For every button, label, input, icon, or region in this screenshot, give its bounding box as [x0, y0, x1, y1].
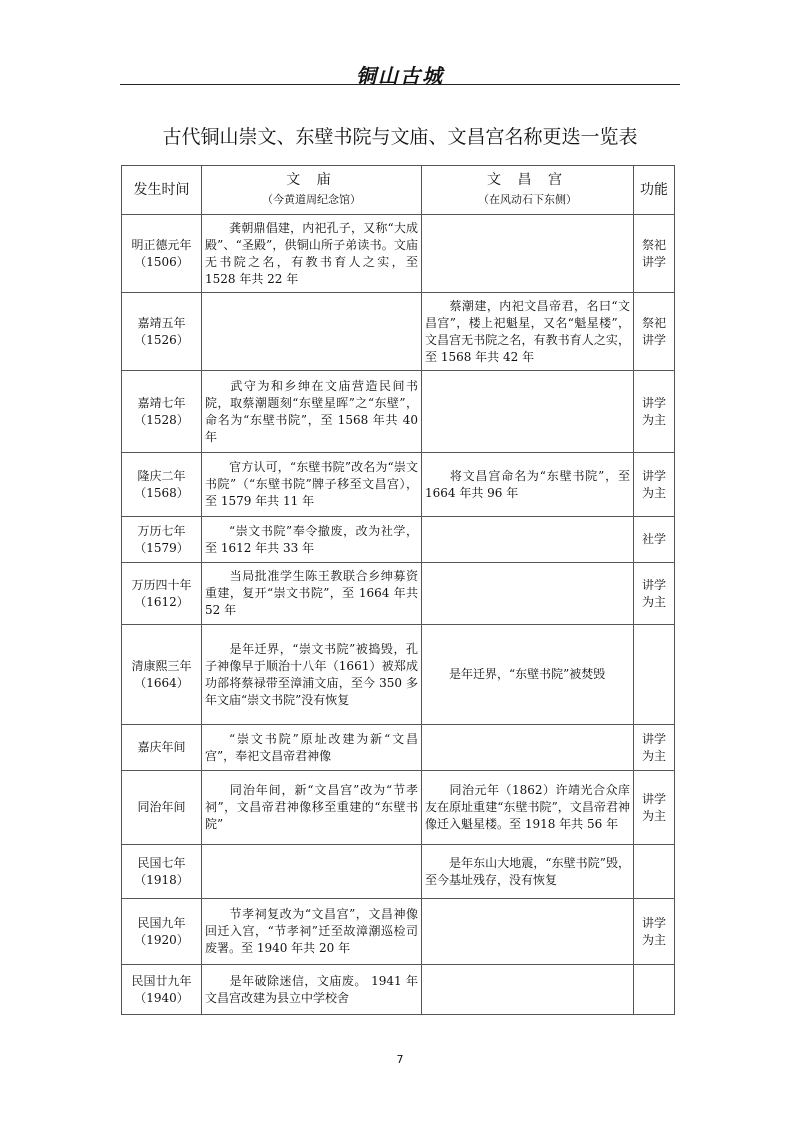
- time-cell: [122, 517, 202, 563]
- wenchang-cell-text: 将文昌宫命名为“东壁书院”，至 1664 年共 96 年: [425, 468, 630, 500]
- function-cell-text: 社学: [641, 532, 666, 546]
- document-title: 古代铜山崇文、东壁书院与文庙、文昌宫名称更迭一览表: [162, 126, 638, 148]
- header-wenmiao: [202, 166, 422, 215]
- wenmiao-cell: [202, 725, 422, 771]
- wenchang-cell: [422, 371, 634, 453]
- time-cell-text: 清康熙三年 （1664）: [131, 658, 192, 690]
- wenmiao-cell: [202, 293, 422, 371]
- time-cell-text: 隆庆二年 （1568）: [134, 468, 189, 500]
- table-row: [122, 215, 675, 293]
- header-wenmiao-label: 文 庙: [286, 172, 337, 188]
- wenchang-cell: [422, 725, 634, 771]
- wenchang-cell-text: 是年迁界，“东壁书院”被焚毁: [449, 667, 606, 681]
- header-wenchang: [422, 166, 634, 215]
- time-cell: [122, 371, 202, 453]
- wenmiao-cell: [202, 215, 422, 293]
- table-row: [122, 725, 675, 771]
- time-cell: [122, 725, 202, 771]
- table-row: [122, 563, 675, 625]
- function-cell: [634, 517, 675, 563]
- time-cell: [122, 845, 202, 899]
- table-row: [122, 517, 675, 563]
- header-wenmiao-note: （今黄道周纪念馆）: [262, 193, 361, 206]
- wenmiao-cell-text: 同治年间，新“文昌宫”改为“节孝祠”，文昌帝君神像移至重建的“东壁书院”: [205, 783, 418, 831]
- function-cell-text: 祭祀 讲学: [641, 315, 666, 347]
- wenmiao-cell-text: 节孝祠复改为“文昌宫”，文昌神像回迁入宫，“节孝祠”迁至故漳潮巡检司废署。至 1940 年共 20 年: [205, 907, 418, 955]
- table-row: [122, 371, 675, 453]
- time-cell: [122, 899, 202, 965]
- wenchang-cell: [422, 215, 634, 293]
- function-cell: [634, 453, 675, 517]
- time-cell-text: 嘉靖五年 （1526）: [134, 315, 189, 347]
- function-cell: [634, 845, 675, 899]
- table-row: [122, 453, 675, 517]
- function-cell-text: 讲学 为主: [641, 731, 666, 763]
- function-cell-text: 祭祀 讲学: [641, 237, 666, 269]
- time-cell-text: 万历四十年 （1612）: [131, 577, 192, 609]
- wenmiao-cell-text: “崇文书院”奉令撤废，改为社学，至 1612 年共 33 年: [205, 523, 418, 555]
- time-cell: [122, 965, 202, 1015]
- wenchang-cell: [422, 965, 634, 1015]
- header-time: 发生时间: [122, 166, 202, 215]
- time-cell: [122, 563, 202, 625]
- header-wenchang-label: 文 昌 宫: [487, 172, 568, 188]
- function-cell: [634, 725, 675, 771]
- wenmiao-cell: [202, 453, 422, 517]
- wenmiao-cell-text: 武守为和乡绅在文庙营造民间书院，取蔡潮题刻“东壁星晖”之“东壁”，命名为“东壁书院”，至 1568 年共 40 年: [205, 378, 418, 444]
- wenmiao-cell-text: 当局批准学生陈王教联合乡绅募资重建，复开“崇文书院”，至 1664 年共 52 年: [205, 569, 418, 617]
- wenmiao-cell-text: 官方认可，“东壁书院”改名为“崇文书院”（“东壁书院”牌子移至文昌宫），至 1579 年共 11 年: [205, 460, 418, 508]
- wenchang-cell: [422, 517, 634, 563]
- time-cell-text: 嘉庆年间: [137, 740, 186, 754]
- wenmiao-cell: [202, 625, 422, 725]
- wenchang-cell: [422, 845, 634, 899]
- table-row: [122, 965, 675, 1015]
- table-body: [122, 215, 675, 1015]
- wenchang-cell: [422, 625, 634, 725]
- wenmiao-cell: [202, 899, 422, 965]
- wenmiao-cell-text: 是年迁界，“崇文书院”被捣毁，孔子神像早于顺治十八年（1661）被郑成功部将蔡禄带至漳浦文庙，至今 350 多年文庙“崇文书院”没有恢复: [205, 641, 418, 707]
- table-row: [122, 771, 675, 845]
- time-cell-text: 嘉靖七年 （1528）: [134, 395, 189, 427]
- header-wenchang-note: （在风动石下东侧）: [478, 193, 577, 206]
- wenchang-cell-text: 同治元年（1862）许靖光合众庠友在原址重建“东壁书院”，文昌帝君神像迁入魁星楼。至 1918 年共 56 年: [425, 783, 630, 831]
- wenmiao-cell: [202, 965, 422, 1015]
- function-cell: [634, 293, 675, 371]
- function-cell-text: 讲学 为主: [641, 395, 666, 427]
- time-cell: [122, 215, 202, 293]
- wenmiao-cell: [202, 517, 422, 563]
- wenchang-cell: [422, 453, 634, 517]
- wenmiao-cell-text: 龚朝鼎倡建，内祀孔子，又称“大成殿”、“圣殿”，供铜山所子弟读书。文庙无书院之名，有教书育人之实，至 1528 年共 22 年: [205, 220, 418, 286]
- table-header-row: [122, 166, 675, 215]
- function-cell: [634, 625, 675, 725]
- function-cell-text: 讲学 为主: [641, 577, 666, 609]
- wenmiao-cell: [202, 771, 422, 845]
- function-cell: [634, 371, 675, 453]
- wenmiao-cell: [202, 563, 422, 625]
- function-cell: [634, 215, 675, 293]
- function-cell: [634, 563, 675, 625]
- time-cell-text: 同治年间: [137, 800, 186, 814]
- wenchang-cell: [422, 771, 634, 845]
- table-row: [122, 293, 675, 371]
- header-function: 功能: [634, 166, 675, 215]
- wenchang-cell: [422, 293, 634, 371]
- time-cell-text: 万历七年 （1579）: [134, 523, 189, 555]
- time-cell-text: 民国九年 （1920）: [134, 915, 189, 947]
- history-table: [121, 165, 675, 1015]
- wenmiao-cell: [202, 371, 422, 453]
- page-number: 7: [396, 1053, 404, 1066]
- wenchang-cell-text: 蔡潮建，内祀文昌帝君，名曰“文昌宫”，楼上祀魁星，又名“魁星楼”，文昌宫无书院之名，有教书育人之实，至 1568 年共 42 年: [425, 298, 630, 364]
- time-cell-text: 明正德元年 （1506）: [131, 237, 192, 269]
- time-cell-text: 民国七年 （1918）: [134, 855, 189, 887]
- wenchang-cell: [422, 563, 634, 625]
- table-row: [122, 625, 675, 725]
- table-row: [122, 845, 675, 899]
- table-row: [122, 899, 675, 965]
- time-cell: [122, 625, 202, 725]
- function-cell-text: 讲学 为主: [641, 915, 666, 947]
- time-cell: [122, 771, 202, 845]
- wenchang-cell: [422, 899, 634, 965]
- wenmiao-cell-text: “崇文书院”原址改建为新“文昌宫”，奉祀文昌帝君神像: [205, 731, 418, 763]
- function-cell: [634, 771, 675, 845]
- function-cell: [634, 965, 675, 1015]
- running-header: 铜山古城: [356, 64, 444, 88]
- wenchang-cell-text: 是年东山大地震，“东壁书院”毁，至今基址残存，没有恢复: [425, 855, 630, 887]
- header-rule: [120, 84, 680, 85]
- function-cell-text: 讲学 为主: [641, 468, 666, 500]
- time-cell: [122, 453, 202, 517]
- wenmiao-cell: [202, 845, 422, 899]
- time-cell-text: 民国廿九年 （1940）: [131, 973, 192, 1005]
- wenmiao-cell-text: 是年破除迷信，文庙废。 1941 年文昌宫改建为县立中学校舍: [205, 973, 418, 1005]
- time-cell: [122, 293, 202, 371]
- function-cell: [634, 899, 675, 965]
- function-cell-text: 讲学 为主: [641, 791, 666, 823]
